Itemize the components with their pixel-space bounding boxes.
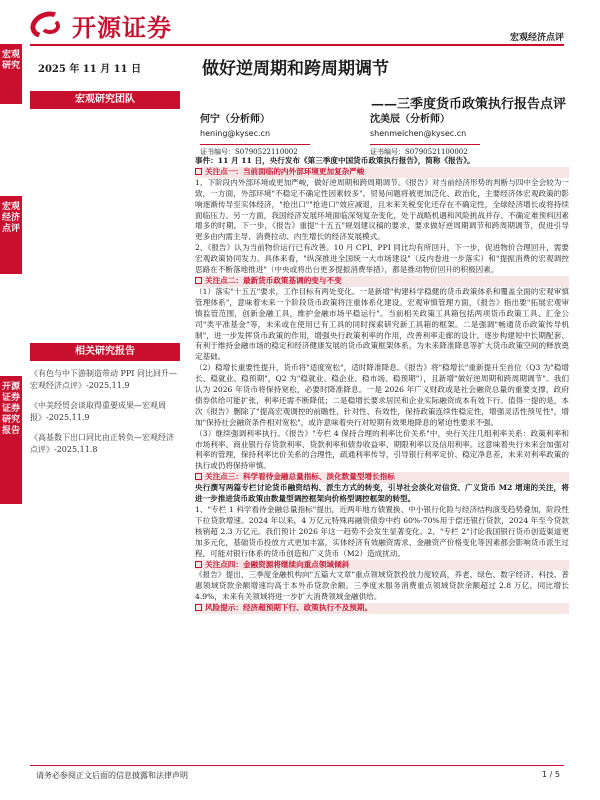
author-name: 何宁（分析师） [200,114,270,125]
report-title: 做好逆周期和跨周期调节 [202,59,389,79]
author-card [200,115,370,157]
title-block [190,50,566,112]
key-point-3: 关注点三：科学看待金融总量指标、淡化数量型增长指标 [195,472,569,483]
checkbox-icon [195,561,202,568]
page-number: 1 / 5 [542,770,560,779]
event-paragraph: 事件：11 月 11 日，央行发布《第三季度中国货币政策执行报告》，简称《报告》。 [195,156,475,165]
left-column [30,50,180,109]
checkbox-icon [195,473,202,480]
related-report-item[interactable]: 《高基数下出口同比由正转负—宏观经济点评》-2025.11.8 [30,433,174,454]
paragraph: 1、"专栏 1 科学看待金融总量指标"提出，近两年地方债置换、中小银行化险与经济结构演变趋势叠加，阶段性下拉贷款增速。2024 年以来，4 万亿元特殊再融资债券中约 60%-70%用于偿还银行贷款，2024 年至今贷款核销超 2.3 万亿元。我们预计 2026 年这一趋势不会发生显著变化。2、"专栏 2"讨论我国银行货币创造渠道更加多元化，基础货币投放方式更加丰富，实体经济有效融资需求、金融资产价格变化等因素都会影响货币派生过程，可能对银行体系的货币创造和广义货币（M2）造成扰动。 [195,505,569,558]
side-tab-macro-research: 宏观研究 [0,44,22,104]
brand-logo [30,8,172,42]
paragraph: 1、下阶段内外部环境或更加严峻，做好逆周期和跨周期调节。《报告》对当前经济形势的判断与四中全会较为一致，一方面，外部环境"不稳定不确定性因素较多"。贸易问题将被更加泛化、政治化，主要经济体宏观政策的影响逐渐传导至实体经济，"抢出口""抢进口"效应减退，且未来关税变化还存在不确定性，全球经济增长或将持续面临压力。另一方面，我国经济发展环境面临深刻复杂变化，处于战略机遇和风险挑战并存、不确定难预料因素增多的时期。下一步，《报告》重提"十五五"规划建议稿的要求，要求做好逆周期调节和跨周期调节，促进引导更多由内需主导、消费拉动、内生增长的经济发展模式。 [195,177,569,242]
key-point-4: 关注点四：金融资源将继续向重点领域倾斜 [195,560,569,571]
author-cert: 证书编号：S0790522110002 [200,144,310,157]
paragraph: （1）落实"十五五"要求，工作目标有两处变化。一是新增"构建科学稳健的货币政策体系和覆盖全面的宏观审慎管理体系"，意味着未来一个阶段货币政策将注重体系化建设。宏观审慎管理方面，《报告》指出要"拓展宏观审慎监管范围，创新金融工具，维护金融市场平稳运行"。当前相关政策工具箱包括两项货币政策工具、汇金公司"类平准基金"等，未来或在使用已有工具的同时探索研究新工具箱的框架。二是强调"畅通货币政策传导机制"，进一步发挥货币政策的作用，增强央行政策利率的作用，改善利率走廊的设计。逐步构建短中长期配套、有利于维持金融市场的稳定和经济健康发展的货币政策框架体系，为未来降准降息等扩大货币政策空间的释放奠定基础。 [195,286,569,362]
side-tab-securities-report: 开源证券 证券研究报告 [0,376,22,504]
author-card [370,115,540,157]
header-divider [30,44,564,46]
checkbox-icon [195,168,202,175]
related-reports-banner: 相关研究报告 [30,343,180,361]
key-point-1: 关注点一：当前面临的内外部环境更加复杂严峻 [195,167,569,178]
footer-divider [30,765,564,766]
paragraph: 央行撰写两篇专栏讨论货币融资结构、派生方式的转变，引导社会淡化对信贷、广义货币 M2 增速的关注，将进一步推进货币政策由数量型调控框架向价格型调控框架的转型。 [195,483,569,504]
related-reports-list [30,368,180,464]
key-point-2: 关注点二：最新货币政策基调的变与不变 [195,276,569,287]
team-banner: 宏观研究团队 [30,91,180,109]
checkbox-icon [195,604,202,611]
related-report-item[interactable]: 《中美经贸会谈取得重要成果—宏观周报》-2025.11.9 [30,401,166,422]
logo-icon [30,10,68,40]
author-email[interactable]: shenmeichen@kysec.cn [370,129,467,138]
report-body [195,156,569,614]
paragraph: 2、《报告》认为当前物价运行已有改善。10 月 CPI、PPI 同比均有所回升，下一步，促进物价合理回升，需要宏观政策协同发力。具体来看，"纵深推进全国统一大市场建设"（反内卷进一步落实）和"提振消费的宏观调控思路在不断落地推进"（中央或将出台更多提振消费举措），都是推动物价回升的积极因素。 [195,243,569,275]
side-tab-report-type: 宏观经济点评 [0,196,22,274]
author-cert: 证书编号：S0790521100002 [370,144,480,157]
paragraph: 《报告》提出，三季度金融机构向"五篇大文章"重点领域贷款投放力度较高，养老、绿色、数字经济、科技、普惠领域贷款余额增速均高于本外币贷款余额。三季度末服务消费重点领域贷款余额超过 2.8 万亿，同比增长 4.9%，未来有关领域将进一步扩大消费领域金融供给。 [195,570,569,602]
author-name: 沈美辰（分析师） [370,114,450,125]
paragraph: （3）继续强调利率执行。《报告》"专栏 4 保持合理的利率比价关系"中，央行关注几组利率关系：政策利率和市场利率、商业银行存贷款利率、贷款利率和债券收益率、期限利率以及信用利率。这意味着央行未来会加强对利率的管理，保持利率比价关系的合理性，疏通利率传导，引导银行利率定价、稳定净息差，未来对利率政策的执行或仍将保持审慎。 [195,428,569,471]
report-date: 2025 年 11 月 11 日 [38,64,142,75]
author-email[interactable]: hening@kysec.cn [200,129,271,138]
report-type: 宏观经济点评 [509,33,564,43]
footer-disclaimer: 请务必参阅正文后面的信息披露和法律声明 [36,771,188,780]
risk-warning: 风险提示：经济超预期下行、政策执行不及预期。 [195,603,569,614]
paragraph: （2）稳增长重要性提升，货币将"适度宽松"，适时降准降息。《报告》将"稳增长"重新提升至首位（Q3 为"稳增长、稳就业、稳预期"，Q2 为"稳就业、稳企业、稳市场、稳预期"），且新增"做好逆周期和跨周期调节"。我们认为 2026 年货币将保持宽松，必要时降准降息。一是 2026 年广义财政或是社会融资总量的重要支撑，政府债券供给可能扩张，利率还需不断降低；二是稳增长要求居民和企业实际融资成本有效下行。值得一提的是，本次《报告》删除了"提高宏观调控的前瞻性、针对性、有效性，保持政策连续性稳定性，增强灵活性预见性"，增加"保持社会融资条件相对宽松"，或许意味着央行对短期有效果地降息的紧迫性要求不强。 [195,363,569,427]
related-report-item[interactable]: 《有色与中下游制造带动 PPI 同比回升—宏观经济点评》-2025.11.9 [30,369,178,390]
report-subtitle: ——三季度货币政策执行报告点评 [370,97,566,112]
checkbox-icon [195,277,202,284]
brand-name: 开源证券 [72,13,172,42]
